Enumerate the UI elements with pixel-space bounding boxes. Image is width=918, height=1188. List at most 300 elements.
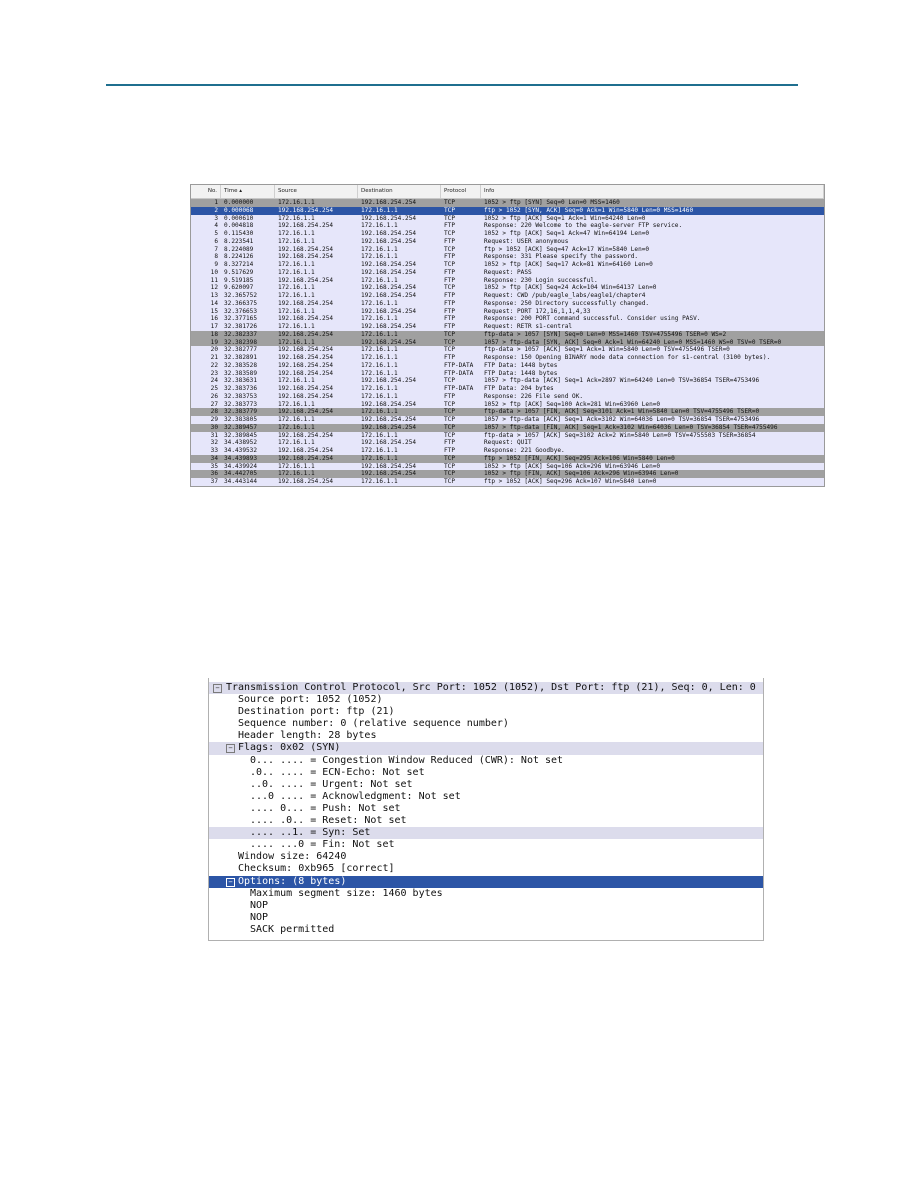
detail-row[interactable] — [209, 706, 763, 718]
packet-cell-no: 10 — [210, 268, 218, 276]
packet-cell-proto: FTP-DATA — [444, 361, 474, 369]
packet-cell-dst: 172.16.1.1 — [361, 299, 398, 307]
packet-cell-src: 172.16.1.1 — [278, 462, 315, 470]
packet-row[interactable] — [191, 408, 824, 416]
packet-cell-no: 30 — [210, 423, 218, 431]
packet-cell-no: 19 — [210, 338, 218, 346]
column-header-destination[interactable]: Destination — [358, 185, 441, 198]
packet-cell-no: 24 — [210, 377, 218, 385]
packet-cell-proto: FTP — [444, 307, 456, 315]
packet-cell-info: FTP Data: 1448 bytes — [484, 361, 558, 369]
packet-cell-dst: 192.168.254.254 — [361, 230, 417, 237]
packet-cell-dst: 192.168.254.254 — [361, 214, 417, 222]
packet-cell-proto: FTP — [444, 222, 456, 230]
detail-row-text: .0.. .... = ECN-Echo: Not set — [250, 766, 425, 778]
packet-cell-dst: 172.16.1.1 — [361, 478, 398, 485]
packet-cell-src: 192.168.254.254 — [278, 385, 334, 392]
packet-cell-no: 28 — [210, 408, 218, 416]
packet-row[interactable] — [191, 277, 824, 285]
packet-cell-proto: TCP — [444, 346, 456, 354]
packet-cell-no: 31 — [210, 431, 218, 439]
packet-cell-info: Response: 150 Opening BINARY mode data connection for s1-central (3100 bytes). — [484, 354, 771, 361]
detail-row[interactable] — [209, 718, 763, 730]
packet-cell-dst: 192.168.254.254 — [361, 261, 417, 268]
packet-cell-dst: 192.168.254.254 — [361, 400, 417, 408]
detail-row[interactable] — [209, 730, 763, 742]
packet-cell-dst: 192.168.254.254 — [361, 307, 417, 315]
packet-cell-time: 32.383773 — [224, 400, 258, 408]
detail-row-text: .... ...0 = Fin: Not set — [250, 839, 395, 851]
packet-cell-time: 8.327214 — [224, 261, 254, 268]
packet-cell-src: 192.168.254.254 — [278, 253, 334, 261]
detail-row-text: SACK permitted — [250, 923, 335, 935]
packet-cell-info: FTP Data: 204 bytes — [484, 385, 554, 392]
packet-cell-no: 9 — [214, 261, 218, 268]
packet-cell-proto: TCP — [444, 230, 456, 237]
detail-row-text: Checksum: 0xb965 [correct] — [238, 863, 395, 875]
packet-cell-proto: TCP — [444, 330, 456, 338]
packet-cell-dst: 172.16.1.1 — [361, 385, 398, 392]
packet-cell-src: 192.168.254.254 — [278, 369, 334, 377]
packet-cell-info: Response: 200 PORT command successful. Consider using PASV. — [484, 315, 701, 323]
packet-cell-info: Request: PASS — [484, 268, 532, 276]
detail-row[interactable] — [209, 851, 763, 863]
packet-cell-time: 32.377165 — [224, 315, 258, 323]
header-rule — [106, 84, 798, 86]
detail-row-text: Header length: 28 bytes — [238, 730, 377, 742]
packet-cell-src: 172.16.1.1 — [278, 338, 315, 346]
packet-row[interactable] — [191, 230, 824, 238]
packet-cell-info: 1057 > ftp-data [ACK] Seq=1 Ack=3102 Win=64036 Len=0 TSV=36854 TSER=4753496 — [484, 416, 760, 423]
packet-cell-src: 172.16.1.1 — [278, 284, 315, 292]
packet-cell-proto: FTP — [444, 276, 456, 284]
packet-cell-time: 32.383589 — [224, 369, 258, 377]
detail-row-text: 0... .... = Congestion Window Reduced (CWR): Not set — [250, 754, 564, 766]
detail-row[interactable] — [209, 888, 763, 900]
packet-cell-proto: TCP — [444, 245, 456, 253]
detail-row-text: Flags: 0x02 (SYN) — [238, 742, 341, 754]
packet-cell-info: 1057 > ftp-data [SYN, ACK] Seq=0 Ack=1 Win=64240 Len=0 MSS=1460 WS=0 TSV=0 TSER=0 — [484, 338, 782, 346]
packet-cell-info: Response: 226 File send OK. — [484, 392, 584, 400]
packet-row[interactable] — [191, 207, 824, 215]
packet-row[interactable] — [191, 393, 824, 401]
packet-cell-time: 32.376653 — [224, 307, 258, 315]
packet-list-header — [191, 185, 824, 199]
packet-cell-info: ftp-data > 1057 [FIN, ACK] Seq=3101 Ack=1 Win=5840 Len=0 TSV=4755496 TSER=0 — [484, 408, 760, 416]
packet-cell-info: FTP Data: 1448 bytes — [484, 369, 558, 377]
packet-cell-no: 23 — [210, 369, 218, 377]
packet-cell-src: 172.16.1.1 — [278, 230, 315, 237]
packet-cell-src: 172.16.1.1 — [278, 416, 315, 423]
packet-cell-info: ftp > 1052 [FIN, ACK] Seq=295 Ack=106 Win=5840 Len=0 — [484, 454, 675, 462]
packet-cell-info: ftp-data > 1057 [SYN] Seq=0 Len=0 MSS=1460 TSV=4755496 TSER=0 WS=2 — [484, 330, 727, 338]
packet-row[interactable] — [191, 284, 824, 292]
packet-cell-dst: 172.16.1.1 — [361, 330, 398, 338]
packet-cell-proto: TCP — [444, 423, 456, 431]
packet-row[interactable] — [191, 377, 824, 385]
packet-row[interactable] — [191, 331, 824, 339]
packet-cell-time: 9.519185 — [224, 276, 254, 284]
packet-row[interactable] — [191, 261, 824, 269]
packet-row[interactable] — [191, 292, 824, 300]
packet-cell-src: 192.168.254.254 — [278, 299, 334, 307]
detail-row[interactable] — [209, 767, 763, 779]
packet-cell-src: 172.16.1.1 — [278, 214, 315, 222]
packet-row[interactable] — [191, 478, 824, 486]
packet-cell-src: 172.16.1.1 — [278, 423, 315, 431]
packet-cell-no: 36 — [210, 470, 218, 478]
packet-cell-info: Request: RETR s1-central — [484, 323, 573, 330]
packet-cell-dst: 172.16.1.1 — [361, 222, 398, 230]
packet-cell-no: 8 — [214, 253, 218, 261]
packet-row[interactable] — [191, 432, 824, 440]
packet-cell-src: 172.16.1.1 — [278, 470, 315, 478]
packet-cell-src: 192.168.254.254 — [278, 276, 334, 284]
packet-cell-proto: TCP — [444, 214, 456, 222]
packet-cell-time: 34.439893 — [224, 454, 258, 462]
column-header-info[interactable]: Info — [481, 185, 824, 198]
packet-cell-src: 192.168.254.254 — [278, 206, 334, 214]
packet-cell-dst: 192.168.254.254 — [361, 439, 417, 447]
packet-cell-time: 34.438952 — [224, 439, 258, 447]
detail-row-text: ...0 .... = Acknowledgment: Not set — [250, 790, 461, 802]
packet-cell-src: 192.168.254.254 — [278, 222, 334, 230]
detail-row[interactable] — [209, 682, 763, 694]
packet-row[interactable] — [191, 339, 824, 347]
packet-details[interactable] — [208, 678, 764, 941]
packet-cell-no: 11 — [210, 276, 218, 284]
packet-cell-info: 1052 > ftp [ACK] Seq=1 Ack=1 Win=64240 Len=0 — [484, 214, 646, 222]
detail-row-text: Options: (8 bytes) — [238, 875, 347, 887]
packet-cell-info: Response: 220 Welcome to the eagle-server FTP service. — [484, 222, 683, 230]
detail-row[interactable] — [209, 876, 763, 888]
packet-cell-time: 9.620097 — [224, 284, 254, 292]
packet-row[interactable] — [191, 215, 824, 223]
detail-row[interactable] — [209, 839, 763, 851]
detail-row[interactable] — [209, 742, 763, 754]
packet-row[interactable] — [191, 370, 824, 378]
packet-cell-dst: 172.16.1.1 — [361, 354, 398, 361]
packet-cell-info: 1052 > ftp [SYN] Seq=0 Len=0 MSS=1460 — [484, 199, 620, 206]
packet-cell-time: 32.383753 — [224, 392, 258, 400]
packet-row[interactable] — [191, 401, 824, 409]
packet-cell-info: Response: 250 Directory successfully changed. — [484, 299, 650, 307]
packet-cell-proto: TCP — [444, 338, 456, 346]
packet-row[interactable] — [191, 199, 824, 207]
detail-row-text: Sequence number: 0 (relative sequence number) — [238, 718, 509, 730]
packet-cell-src: 192.168.254.254 — [278, 330, 334, 338]
packet-row[interactable] — [191, 238, 824, 246]
packet-cell-src: 192.168.254.254 — [278, 408, 334, 416]
detail-row[interactable] — [209, 827, 763, 839]
packet-cell-proto: TCP — [444, 454, 456, 462]
packet-cell-dst: 172.16.1.1 — [361, 431, 398, 439]
packet-cell-proto: TCP — [444, 431, 456, 439]
packet-cell-no: 27 — [210, 400, 218, 408]
packet-cell-dst: 172.16.1.1 — [361, 206, 398, 214]
packet-cell-info: ftp > 1052 [ACK] Seq=47 Ack=17 Win=5840 Len=0 — [484, 245, 650, 253]
detail-rows — [209, 682, 763, 936]
packet-cell-time: 34.443144 — [224, 478, 258, 485]
packet-cell-time: 32.381726 — [224, 323, 258, 330]
packet-cell-dst: 172.16.1.1 — [361, 276, 398, 284]
detail-row-text: NOP — [250, 911, 269, 923]
packet-cell-dst: 172.16.1.1 — [361, 315, 398, 323]
packet-cell-src: 192.168.254.254 — [278, 354, 334, 361]
packet-cell-proto: TCP — [444, 206, 456, 214]
packet-cell-src: 172.16.1.1 — [278, 323, 315, 330]
packet-cell-proto: FTP — [444, 268, 456, 276]
packet-cell-proto: FTP — [444, 323, 456, 330]
packet-row[interactable] — [191, 470, 824, 478]
detail-row[interactable] — [209, 803, 763, 815]
packet-cell-src: 172.16.1.1 — [278, 377, 315, 385]
packet-cell-proto: FTP-DATA — [444, 385, 474, 392]
packet-cell-src: 172.16.1.1 — [278, 307, 315, 315]
packet-cell-info: 1052 > ftp [ACK] Seq=106 Ack=296 Win=63946 Len=0 — [484, 462, 661, 470]
packet-cell-proto: TCP — [444, 462, 456, 470]
packet-cell-no: 6 — [214, 237, 218, 245]
packet-cell-src: 192.168.254.254 — [278, 447, 334, 454]
packet-cell-dst: 172.16.1.1 — [361, 245, 398, 253]
packet-cell-proto: FTP — [444, 315, 456, 323]
packet-cell-dst: 192.168.254.254 — [361, 423, 417, 431]
packet-cell-no: 18 — [210, 330, 218, 338]
packet-cell-dst: 192.168.254.254 — [361, 292, 417, 299]
packet-rows — [191, 199, 824, 486]
detail-row[interactable] — [209, 924, 763, 936]
detail-row-text: Window size: 64240 — [238, 851, 347, 863]
packet-row[interactable] — [191, 455, 824, 463]
packet-row[interactable] — [191, 354, 824, 362]
packet-cell-proto: TCP — [444, 377, 456, 385]
packet-cell-no: 13 — [210, 292, 218, 299]
packet-cell-time: 32.383779 — [224, 408, 258, 416]
column-header-time-label: Time — [224, 188, 238, 194]
sort-arrow-icon: ▴ — [239, 188, 242, 194]
packet-row[interactable] — [191, 439, 824, 447]
packet-cell-no: 33 — [210, 447, 218, 454]
detail-row-text: ..0. .... = Urgent: Not set — [250, 778, 413, 790]
packet-cell-src: 172.16.1.1 — [278, 199, 315, 206]
packet-cell-no: 34 — [210, 454, 218, 462]
collapse-minus-icon[interactable]: − — [226, 744, 235, 753]
packet-row[interactable] — [191, 253, 824, 261]
detail-row[interactable] — [209, 779, 763, 791]
packet-cell-no: 29 — [210, 416, 218, 423]
packet-cell-dst: 172.16.1.1 — [361, 447, 398, 454]
packet-cell-time: 32.366375 — [224, 299, 258, 307]
packet-row[interactable] — [191, 222, 824, 230]
packet-cell-dst: 192.168.254.254 — [361, 470, 417, 478]
packet-cell-proto: TCP — [444, 408, 456, 416]
packet-cell-dst: 192.168.254.254 — [361, 377, 417, 385]
packet-row[interactable] — [191, 447, 824, 455]
packet-row[interactable] — [191, 385, 824, 393]
packet-row[interactable] — [191, 424, 824, 432]
packet-cell-proto: TCP — [444, 478, 456, 485]
packet-cell-info: Request: CWD /pub/eagle_labs/eagle1/chapter4 — [484, 292, 646, 299]
packet-cell-proto: FTP — [444, 354, 456, 361]
packet-row[interactable] — [191, 323, 824, 331]
packet-row[interactable] — [191, 246, 824, 254]
packet-cell-info: ftp > 1052 [ACK] Seq=296 Ack=107 Win=5840 Len=0 — [484, 478, 657, 485]
detail-row-text: Transmission Control Protocol, Src Port: 1052 (1052), Dst Port: ftp (21), Seq: 0, Len: 0 — [226, 682, 756, 693]
packet-cell-time: 34.442705 — [224, 470, 258, 478]
packet-cell-proto: FTP — [444, 439, 456, 447]
packet-cell-src: 192.168.254.254 — [278, 361, 334, 369]
packet-cell-no: 16 — [210, 315, 218, 323]
packet-cell-src: 172.16.1.1 — [278, 237, 315, 245]
packet-cell-time: 32.389457 — [224, 423, 258, 431]
detail-row-text: Destination port: ftp (21) — [238, 706, 395, 718]
packet-cell-no: 2 — [214, 206, 218, 214]
packet-cell-dst: 172.16.1.1 — [361, 369, 398, 377]
packet-cell-no: 17 — [210, 323, 218, 330]
packet-cell-no: 14 — [210, 299, 218, 307]
packet-row[interactable] — [191, 346, 824, 354]
packet-cell-src: 192.168.254.254 — [278, 431, 334, 439]
packet-row[interactable] — [191, 300, 824, 308]
packet-cell-src: 172.16.1.1 — [278, 268, 315, 276]
packet-cell-time: 32.383631 — [224, 377, 258, 385]
packet-row[interactable] — [191, 463, 824, 471]
packet-cell-no: 35 — [210, 462, 218, 470]
packet-cell-time: 34.439924 — [224, 462, 258, 470]
collapse-minus-icon[interactable]: − — [226, 878, 235, 887]
packet-cell-info: 1052 > ftp [ACK] Seq=1 Ack=47 Win=64194 Len=0 — [484, 230, 650, 237]
packet-cell-src: 172.16.1.1 — [278, 439, 315, 447]
packet-cell-proto: FTP — [444, 237, 456, 245]
packet-cell-proto: TCP — [444, 284, 456, 292]
detail-row[interactable] — [209, 815, 763, 827]
packet-cell-info: ftp-data > 1057 [ACK] Seq=1 Ack=1 Win=5840 Len=0 TSV=4755496 TSER=0 — [484, 346, 730, 354]
packet-cell-info: Request: PORT 172,16,1,1,4,33 — [484, 307, 591, 315]
detail-row-text: .... ..1. = Syn: Set — [250, 827, 371, 839]
packet-cell-proto: FTP — [444, 253, 456, 261]
packet-cell-dst: 192.168.254.254 — [361, 268, 417, 276]
packet-cell-src: 172.16.1.1 — [278, 261, 315, 268]
packet-cell-time: 9.517629 — [224, 268, 254, 276]
packet-row[interactable] — [191, 308, 824, 316]
packet-row[interactable] — [191, 269, 824, 277]
packet-cell-no: 37 — [210, 478, 218, 485]
packet-cell-time: 8.224126 — [224, 253, 254, 261]
packet-cell-src: 192.168.254.254 — [278, 346, 334, 354]
packet-cell-dst: 172.16.1.1 — [361, 408, 398, 416]
packet-cell-dst: 172.16.1.1 — [361, 454, 398, 462]
packet-cell-dst: 172.16.1.1 — [361, 346, 398, 354]
packet-cell-time: 8.224089 — [224, 245, 254, 253]
packet-cell-info: ftp > 1052 [SYN, ACK] Seq=0 Ack=1 Win=5840 Len=0 MSS=1460 — [484, 206, 694, 214]
packet-cell-time: 0.000610 — [224, 214, 254, 222]
packet-cell-time: 32.389845 — [224, 431, 258, 439]
column-header-time[interactable] — [221, 185, 275, 198]
detail-row[interactable] — [209, 791, 763, 803]
packet-cell-info: Response: 230 Login successful. — [484, 276, 598, 284]
packet-cell-time: 0.115430 — [224, 230, 254, 237]
packet-cell-no: 32 — [210, 439, 218, 447]
packet-cell-src: 192.168.254.254 — [278, 478, 334, 485]
packet-cell-no: 5 — [214, 230, 218, 237]
packet-cell-info: 1052 > ftp [ACK] Seq=24 Ack=104 Win=64137 Len=0 — [484, 284, 657, 292]
packet-cell-time: 8.223541 — [224, 237, 254, 245]
packet-cell-dst: 192.168.254.254 — [361, 323, 417, 330]
packet-cell-no: 4 — [214, 222, 218, 230]
packet-cell-proto: FTP — [444, 299, 456, 307]
packet-cell-info: 1057 > ftp-data [FIN, ACK] Seq=1 Ack=3102 Win=64036 Len=0 TSV=36854 TSER=4755496 — [484, 423, 778, 431]
packet-cell-src: 172.16.1.1 — [278, 292, 315, 299]
detail-row-text: .... 0... = Push: Not set — [250, 802, 401, 814]
packet-cell-time: 32.383805 — [224, 416, 258, 423]
detail-row[interactable] — [209, 912, 763, 924]
packet-cell-info: 1052 > ftp [FIN, ACK] Seq=106 Ack=296 Win=63946 Len=0 — [484, 470, 679, 478]
packet-cell-no: 22 — [210, 361, 218, 369]
packet-list[interactable] — [190, 184, 825, 487]
packet-cell-dst: 172.16.1.1 — [361, 253, 398, 261]
packet-cell-proto: TCP — [444, 261, 456, 268]
packet-cell-dst: 192.168.254.254 — [361, 416, 417, 423]
packet-cell-no: 25 — [210, 385, 218, 392]
packet-cell-proto: TCP — [444, 400, 456, 408]
packet-cell-dst: 192.168.254.254 — [361, 237, 417, 245]
packet-cell-proto: TCP — [444, 199, 456, 206]
packet-cell-info: Response: 221 Goodbye. — [484, 447, 565, 454]
packet-cell-proto: TCP — [444, 470, 456, 478]
column-header-protocol[interactable]: Protocol — [441, 185, 481, 198]
detail-row-text: NOP — [250, 899, 269, 911]
packet-row[interactable] — [191, 315, 824, 323]
packet-cell-no: 12 — [210, 284, 218, 292]
packet-cell-proto: FTP — [444, 292, 456, 299]
packet-cell-time: 32.365752 — [224, 292, 258, 299]
collapse-minus-icon[interactable]: − — [213, 684, 222, 693]
packet-cell-time: 32.382398 — [224, 338, 258, 346]
packet-cell-info: Request: QUIT — [484, 439, 532, 447]
packet-row[interactable] — [191, 362, 824, 370]
packet-cell-proto: FTP — [444, 447, 456, 454]
packet-cell-src: 192.168.254.254 — [278, 392, 334, 400]
packet-cell-no: 15 — [210, 307, 218, 315]
packet-cell-no: 1 — [214, 199, 218, 206]
packet-cell-dst: 192.168.254.254 — [361, 338, 417, 346]
packet-cell-time: 34.439532 — [224, 447, 258, 454]
packet-cell-time: 32.382337 — [224, 330, 258, 338]
detail-row-text: Maximum segment size: 1460 bytes — [250, 887, 443, 899]
packet-cell-time: 0.000000 — [224, 199, 254, 206]
detail-row[interactable] — [209, 900, 763, 912]
packet-cell-time: 32.383528 — [224, 361, 258, 369]
packet-row[interactable] — [191, 416, 824, 424]
packet-cell-src: 192.168.254.254 — [278, 454, 334, 462]
packet-cell-no: 7 — [214, 245, 218, 253]
column-header-no[interactable]: No. — [191, 185, 221, 198]
detail-row-text: .... .0.. = Reset: Not set — [250, 815, 407, 827]
packet-cell-proto: FTP — [444, 392, 456, 400]
packet-cell-info: 1052 > ftp [ACK] Seq=100 Ack=281 Win=63960 Len=0 — [484, 400, 661, 408]
packet-cell-time: 32.383736 — [224, 385, 258, 392]
detail-row[interactable] — [209, 863, 763, 875]
packet-cell-dst: 192.168.254.254 — [361, 199, 417, 206]
column-header-source[interactable]: Source — [275, 185, 358, 198]
detail-row[interactable] — [209, 694, 763, 706]
packet-cell-src: 192.168.254.254 — [278, 245, 334, 253]
packet-cell-info: 1052 > ftp [ACK] Seq=17 Ack=81 Win=64160 Len=0 — [484, 261, 653, 268]
packet-cell-no: 26 — [210, 392, 218, 400]
packet-cell-info: 1057 > ftp-data [ACK] Seq=1 Ack=2897 Win=64240 Len=0 TSV=36854 TSER=4753496 — [484, 377, 760, 385]
detail-row[interactable] — [209, 755, 763, 767]
detail-row-text: Source port: 1052 (1052) — [238, 694, 383, 706]
